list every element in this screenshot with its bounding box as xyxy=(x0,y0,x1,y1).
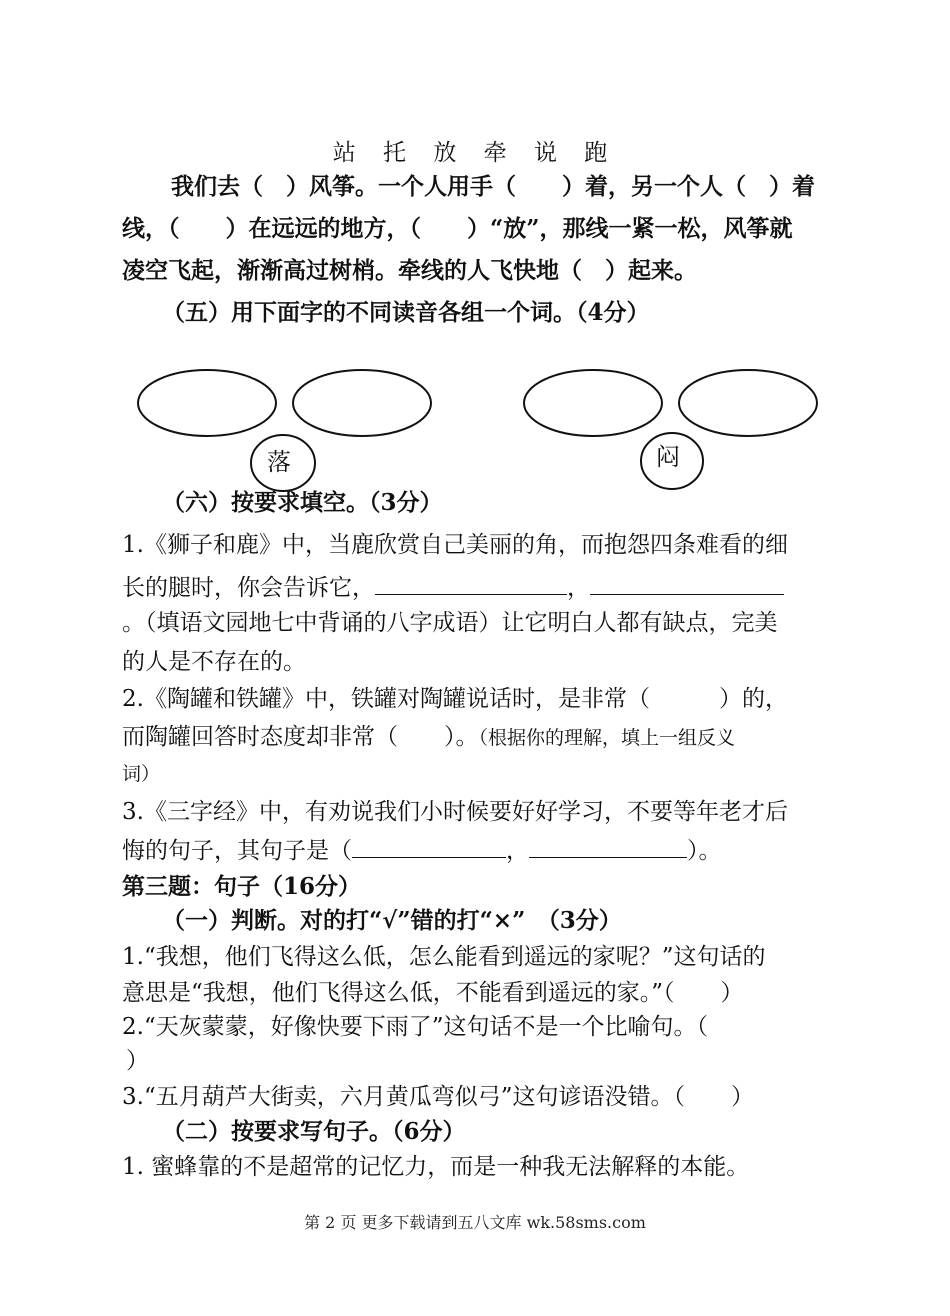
q6-2-line-3: 词） xyxy=(122,763,161,785)
answer-oval-4 xyxy=(679,370,817,436)
judge-q2-line-2: ） xyxy=(126,1048,149,1074)
q6-3-sep: ， xyxy=(506,838,529,864)
part-3-title: 第三题：句子（16分） xyxy=(122,873,362,900)
q6-3-line-1: 3.《三字经》中，有劝说我们小时候要好好学习，不要等年老才后 xyxy=(122,799,788,825)
answer-blank-3[interactable] xyxy=(352,835,506,858)
page-footer: 第 2 页 更多下载请到五八文库 wk.58sms.com xyxy=(304,1213,646,1232)
answer-oval-3 xyxy=(524,370,662,436)
part-3-sub-1-title: （一）判断。对的打“√”错的打“×” （3分） xyxy=(162,907,622,934)
q6-2-line-2 xyxy=(122,722,735,753)
q6-3-text: 悔的句子，其句子是（ xyxy=(122,838,352,864)
answer-oval-2 xyxy=(293,370,431,436)
answer-blank-1[interactable] xyxy=(375,572,567,595)
q6-3-end: ）。 xyxy=(687,838,722,864)
section-6-title: （六）按要求填空。（3分） xyxy=(162,489,443,516)
answer-blank-4[interactable] xyxy=(529,835,687,858)
answer-blank-2[interactable] xyxy=(590,572,784,595)
char-luo: 落 xyxy=(267,448,291,476)
judge-q1-line-1: 1.“我想，他们飞得这么低，怎么能看到遥远的家呢？”这句话的 xyxy=(122,944,766,970)
judge-q3: 3.“五月葫芦大街卖，六月黄瓜弯似弓”这句谚语没错。（ ） xyxy=(122,1084,754,1110)
answer-oval-1 xyxy=(138,370,276,436)
q6-2-text: 而陶罐回答时态度却非常（ ）。 xyxy=(122,724,479,750)
passage-line-1: 我们去（ ）风筝。一个人用手（ ）着，另一个人（ ）着 xyxy=(171,173,815,200)
passage-line-3: 凌空飞起，渐渐高过树梢。牵线的人飞快地（ ）起来。 xyxy=(122,257,697,284)
char-men: 闷 xyxy=(656,443,680,471)
q6-1-sep: ， xyxy=(567,575,590,601)
q6-3-line-2 xyxy=(122,835,722,866)
section-5-title: （五）用下面字的不同读音各组一个词。（4分） xyxy=(162,299,650,326)
passage-line-2: 线，（ ）在远远的地方，（ ）“放”，那线一紧一松，风筝就 xyxy=(122,215,793,242)
part-3-sub-2-title: （二）按要求写句子。（6分） xyxy=(162,1118,466,1145)
q6-1-text: 长的腿时，你会告诉它， xyxy=(122,575,375,601)
q6-1-line-2 xyxy=(122,572,784,603)
words-header: 站 托 放 牵 说 跑 xyxy=(332,140,618,166)
q6-1-line-3: 。（填语文园地七中背诵的八字成语）让它明白人都有缺点，完美 xyxy=(122,610,778,636)
judge-q2-line-1: 2.“天灰蒙蒙，好像快要下雨了”这句话不是一个比喻句。（ xyxy=(122,1014,708,1040)
q6-1-line-4: 的人是不存在的。 xyxy=(122,649,306,675)
q6-2-note: （根据你的理解，填上一组反义 xyxy=(478,727,736,749)
q6-2-line-1: 2.《陶罐和铁罐》中，铁罐对陶罐说话时，是非常（ ）的， xyxy=(122,686,788,712)
judge-q1-line-2: 意思是“我想，他们飞得这么低，不能看到遥远的家。”（ ） xyxy=(122,980,744,1006)
q6-1-line-1: 1.《狮子和鹿》中，当鹿欣赏自己美丽的角，而抱怨四条难看的细 xyxy=(122,532,788,558)
rewrite-q1: 1. 蜜蜂靠的不是超常的记忆力，而是一种我无法解释的本能。 xyxy=(122,1154,750,1180)
